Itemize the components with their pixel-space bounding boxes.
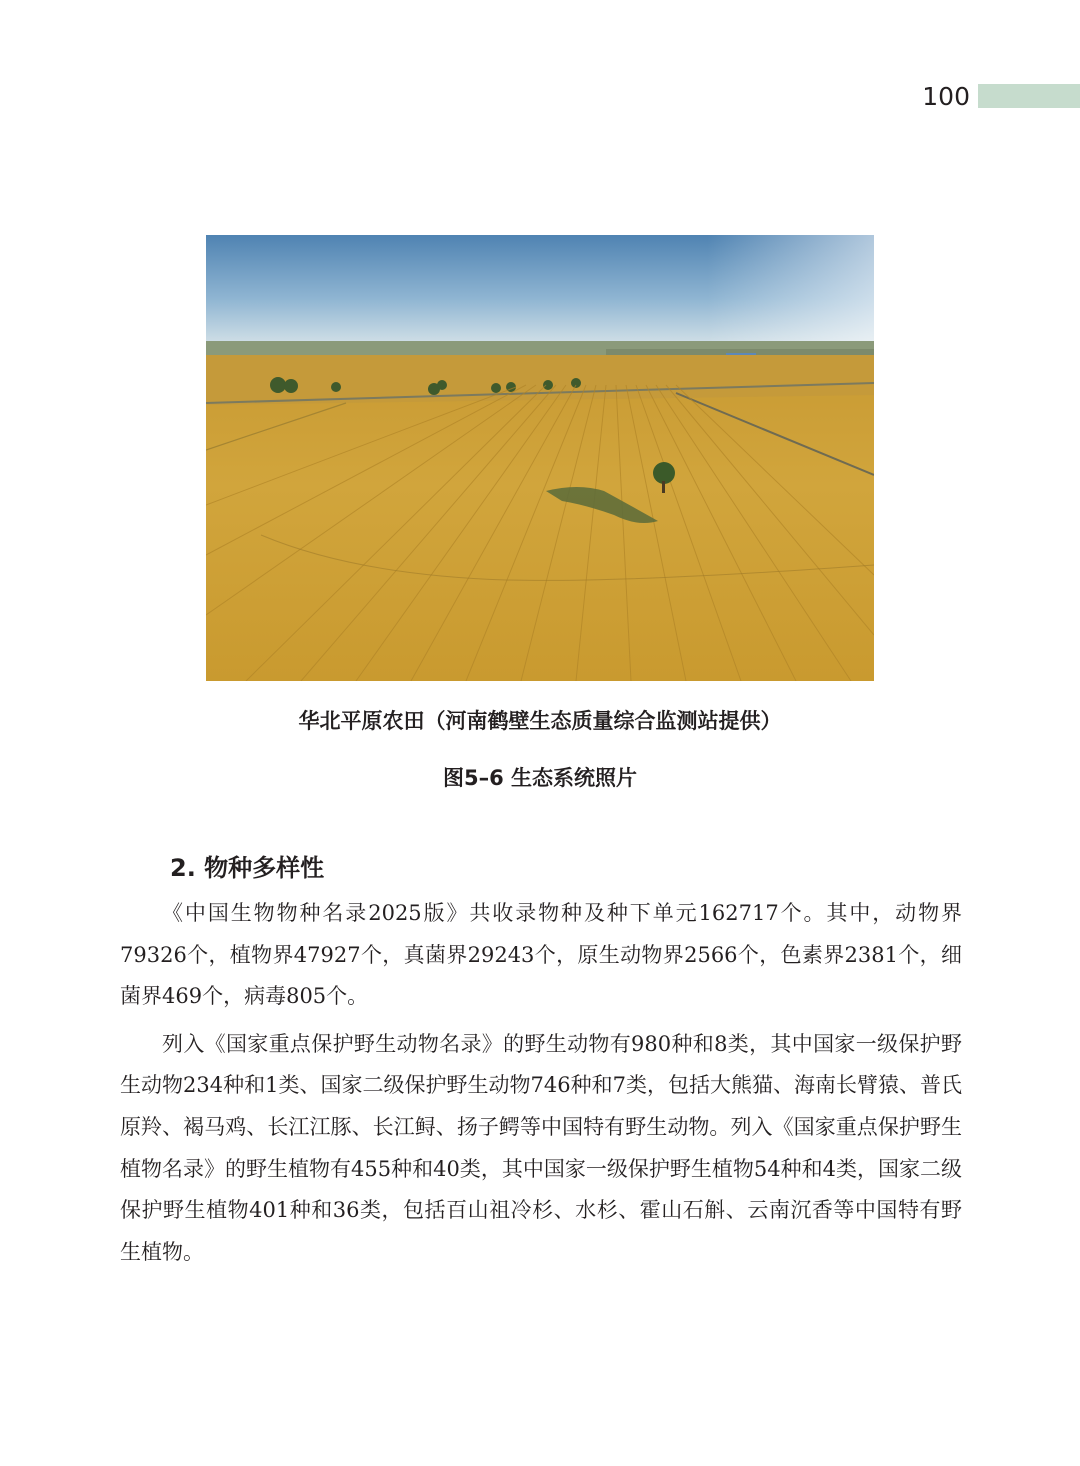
page-number: 100: [922, 82, 970, 111]
paragraph: 《中国生物物种名录2025版》共收录物种及种下单元162717个。其中，动物界79326个，植物界47927个，真菌界29243个，原生动物界2566个，色素界2381个，细菌界469个，病毒805个。: [120, 901, 962, 1009]
page-tab-decoration: [978, 84, 1080, 108]
section-heading: 2. 物种多样性: [170, 854, 325, 882]
farmland-photo: [206, 235, 874, 681]
paragraph: 列入《国家重点保护野生动物名录》的野生动物有980种和8类，其中国家一级保护野生动物234种和1类、国家二级保护野生动物746种和7类，包括大熊猫、海南长臂猿、普氏原羚、褐马鸡、长江江豚、长江鲟、扬子鳄等中国特有野生动物。列入《国家重点保护野生植物名录》的野生植物有455种和40类，其中国家一级保护野生植物54种和4类，国家二级保护野生植物401种和36类，包括百山祖冷杉、水杉、霍山石斛、云南沉香等中国特有野生植物。: [120, 1031, 962, 1264]
photo-caption: 华北平原农田（河南鹤壁生态质量综合监测站提供）: [298, 709, 782, 733]
figure-caption: 图5–6 生态系统照片: [442, 766, 638, 790]
body-text: [120, 893, 962, 1273]
